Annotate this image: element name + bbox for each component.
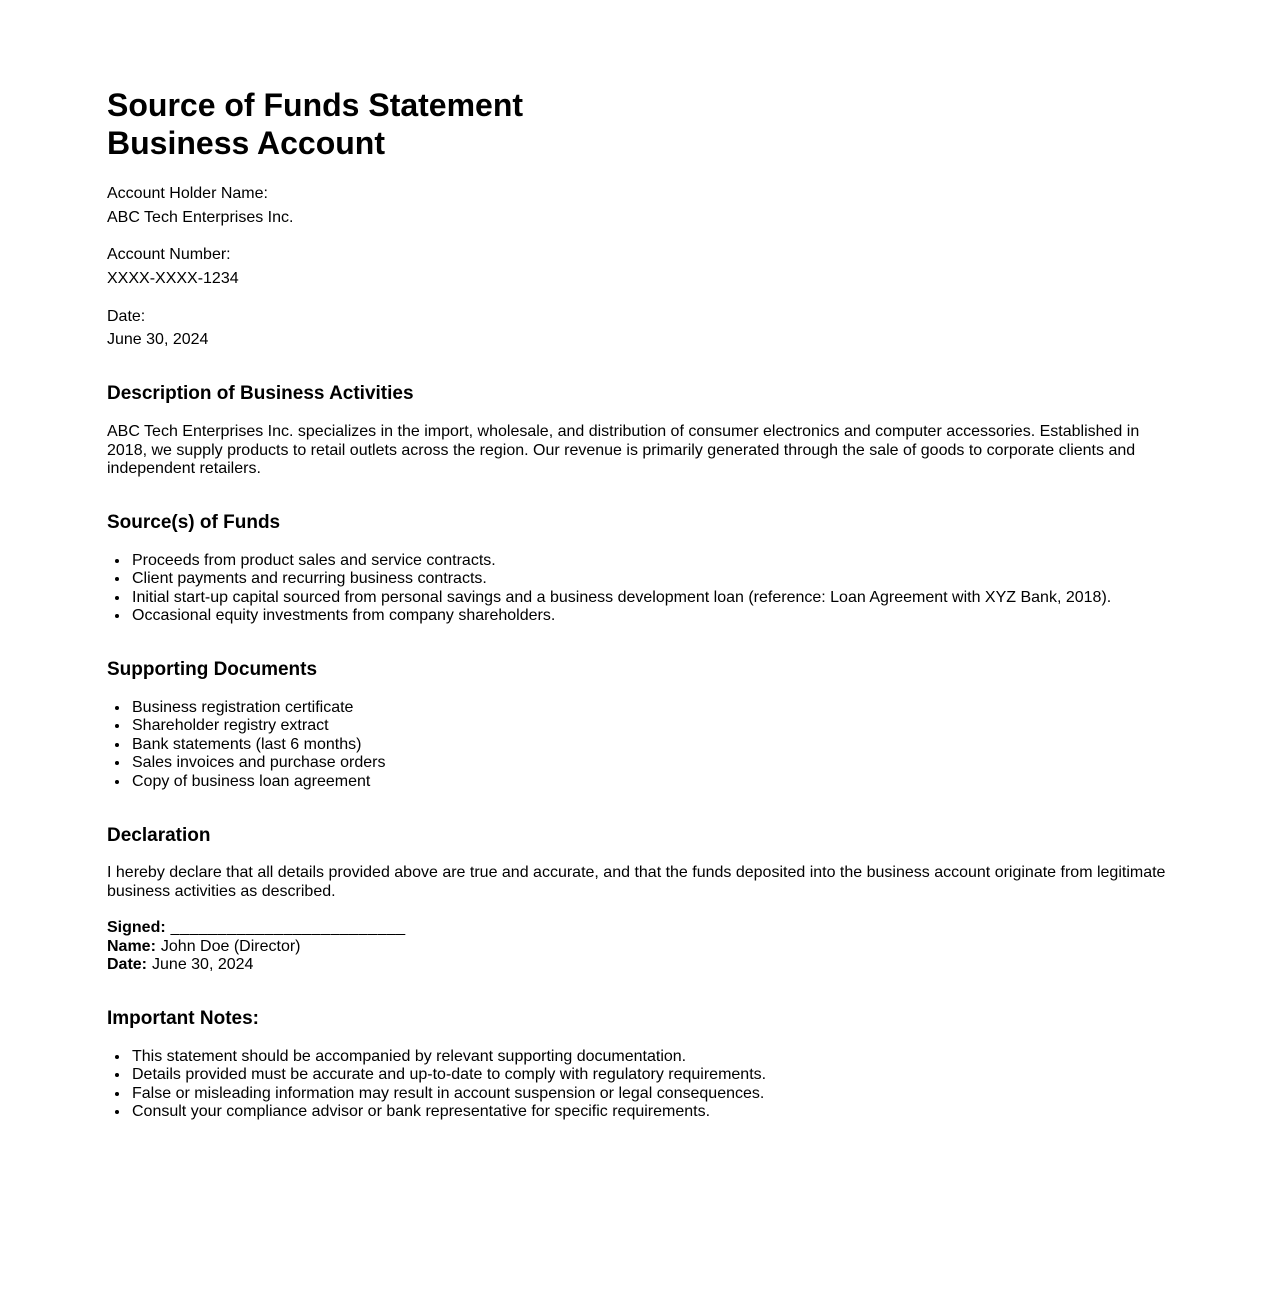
- section-business-activities: [107, 383, 1170, 479]
- list-item: • Client payments and recurring business contracts.: [130, 570, 1170, 589]
- signature-line: _________________________: [170, 918, 406, 936]
- account-number-value: XXXX-XXXX-1234: [107, 269, 239, 287]
- list-item: • Initial start-up capital sourced from personal savings and a business development loan (reference: Loan Agreement with XYZ Bank, 2018).: [130, 589, 1170, 608]
- field-date: [107, 308, 1170, 350]
- account-holder-name-value: ABC Tech Enterprises Inc.: [107, 208, 294, 226]
- important-notes-list: [107, 1048, 1170, 1122]
- list-item: • Sales invoices and purchase orders: [130, 754, 1170, 773]
- field-account-holder-name: [107, 185, 1170, 227]
- account-holder-name-label: Account Holder Name:: [107, 184, 268, 202]
- signature-name-row: [107, 938, 1170, 957]
- list-item: • This statement should be accompanied by relevant supporting documentation.: [130, 1048, 1170, 1067]
- list-item: • Proceeds from product sales and service contracts.: [130, 552, 1170, 571]
- section-important-notes: [107, 1008, 1170, 1122]
- signature-block: [107, 919, 1170, 975]
- list-item: • Bank statements (last 6 months): [130, 736, 1170, 755]
- list-item: • Occasional equity investments from company shareholders.: [130, 607, 1170, 626]
- supporting-documents-heading: Supporting Documents: [107, 659, 318, 681]
- date-label: Date:: [107, 307, 146, 325]
- signed-label: Signed:: [107, 918, 166, 936]
- signer-name-label: Name:: [107, 937, 156, 955]
- source-of-funds-heading: Source(s) of Funds: [107, 512, 281, 534]
- list-item: • Business registration certificate: [130, 699, 1170, 718]
- declaration-paragraph: I hereby declare that all details provided above are true and accurate, and that the funds deposited into the business account originate from legitimate business activities as described.: [107, 864, 1166, 901]
- account-number-label: Account Number:: [107, 246, 231, 264]
- signature-date-label: Date:: [107, 956, 148, 974]
- document-title: [107, 86, 1170, 163]
- source-of-funds-list: [107, 552, 1170, 626]
- list-item: • False or misleading information may result in account suspension or legal consequences.: [130, 1085, 1170, 1104]
- signature-date-value: June 30, 2024: [152, 956, 254, 974]
- signer-name-value: John Doe (Director): [160, 937, 301, 955]
- section-supporting-documents: [107, 659, 1170, 792]
- list-item: • Copy of business loan agreement: [130, 773, 1170, 792]
- supporting-documents-list: [107, 699, 1170, 792]
- declaration-heading: Declaration: [107, 824, 211, 846]
- document-title-line-2: Business Account: [107, 125, 385, 162]
- signature-date-row: [107, 956, 1170, 975]
- list-item: • Details provided must be accurate and up-to-date to comply with regulatory requirements.: [130, 1066, 1170, 1085]
- date-value: June 30, 2024: [107, 331, 209, 349]
- field-account-number: [107, 246, 1170, 288]
- section-declaration: [107, 825, 1170, 975]
- document-title-line-1: Source of Funds Statement: [107, 87, 524, 123]
- section-source-of-funds: [107, 512, 1170, 626]
- business-activities-heading: Description of Business Activities: [107, 383, 414, 405]
- list-item: • Shareholder registry extract: [130, 717, 1170, 736]
- signature-signed-row: [107, 919, 1170, 938]
- list-item: • Consult your compliance advisor or bank representative for specific requirements.: [130, 1103, 1170, 1122]
- important-notes-heading: Important Notes:: [107, 1007, 259, 1029]
- business-activities-paragraph: ABC Tech Enterprises Inc. specializes in the import, wholesale, and distribution of consumer electronics and computer accessories. Established in 2018, we supply products to retail outlets across the region. Our revenue is primarily generated through the sale of goods to corporate clients and independent retailers.: [107, 422, 1140, 478]
